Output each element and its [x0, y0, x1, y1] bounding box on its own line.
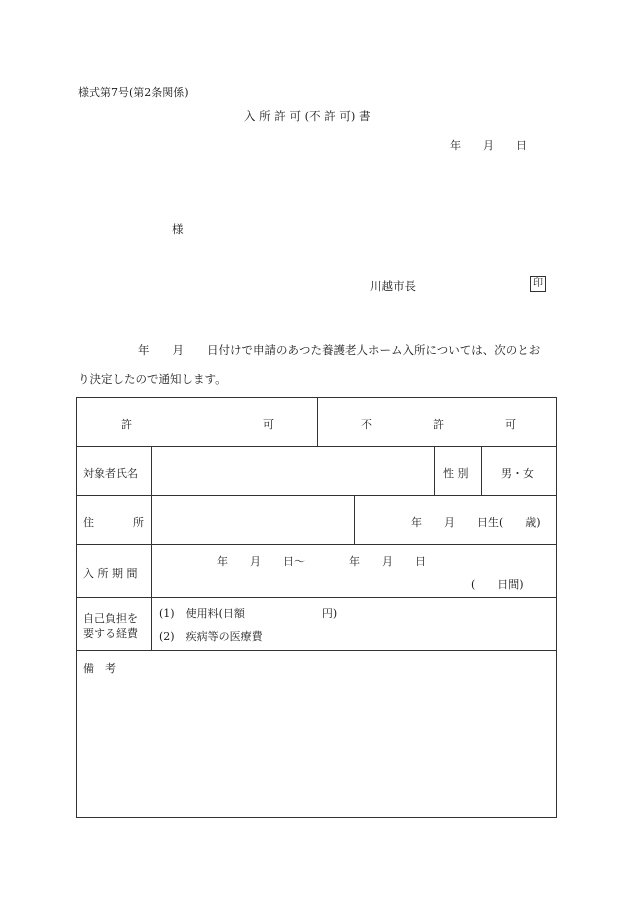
cost-item-usage-fee: (1) 使用料(日額 円): [159, 607, 338, 620]
form-number: 様式第7号(第2条関係): [78, 86, 189, 99]
remarks-label: 備 考: [83, 662, 116, 675]
table-col-divider: [434, 446, 435, 495]
table-row-divider: [77, 544, 556, 545]
table-row-divider: [77, 650, 556, 651]
approve-char-1: 許: [121, 418, 132, 431]
table-row-divider: [77, 446, 556, 447]
cost-label-line-2: 要する経費: [83, 627, 138, 640]
table-row-divider: [77, 597, 556, 598]
table-col-divider: [151, 446, 152, 650]
name-label: 対象者氏名: [83, 467, 138, 480]
period-range: 年 月 日～ 年 月 日: [217, 555, 426, 568]
decision-table: [76, 397, 557, 818]
body-text-line-2: り決定したので通知します。: [78, 372, 227, 386]
addressee-honorific: 様: [172, 222, 184, 236]
issue-date: 年 月 日: [450, 139, 527, 152]
table-col-divider: [317, 398, 318, 446]
table-row-divider: [77, 495, 556, 496]
cost-label-line-1: 自己負担を: [83, 612, 138, 625]
approve-char-2: 可: [263, 418, 274, 431]
gender-value: 男・女: [501, 467, 534, 480]
table-col-divider: [354, 495, 355, 544]
deny-char-2: 許: [433, 418, 444, 431]
gender-label: 性 別: [443, 467, 469, 480]
deny-char-1: 不: [361, 418, 372, 431]
table-col-divider: [481, 446, 482, 495]
address-label-char-1: 住: [83, 516, 94, 529]
birth-date: 年 月 日生( 歳): [411, 516, 541, 529]
seal-mark: 印: [530, 276, 546, 292]
period-label: 入 所 期 間: [83, 567, 138, 580]
document-title: 入 所 許 可 (不 許 可) 書: [244, 109, 371, 123]
address-label-char-2: 所: [133, 516, 144, 529]
issuer-name: 川越市長: [370, 279, 416, 293]
body-text-line-1: 年 月 日付けで申請のあつた養護老人ホーム入所については、次のとお: [138, 343, 541, 357]
period-days: ( 日間): [471, 578, 524, 591]
cost-item-medical: (2) 疾病等の医療費: [159, 630, 263, 643]
deny-char-3: 可: [505, 418, 516, 431]
